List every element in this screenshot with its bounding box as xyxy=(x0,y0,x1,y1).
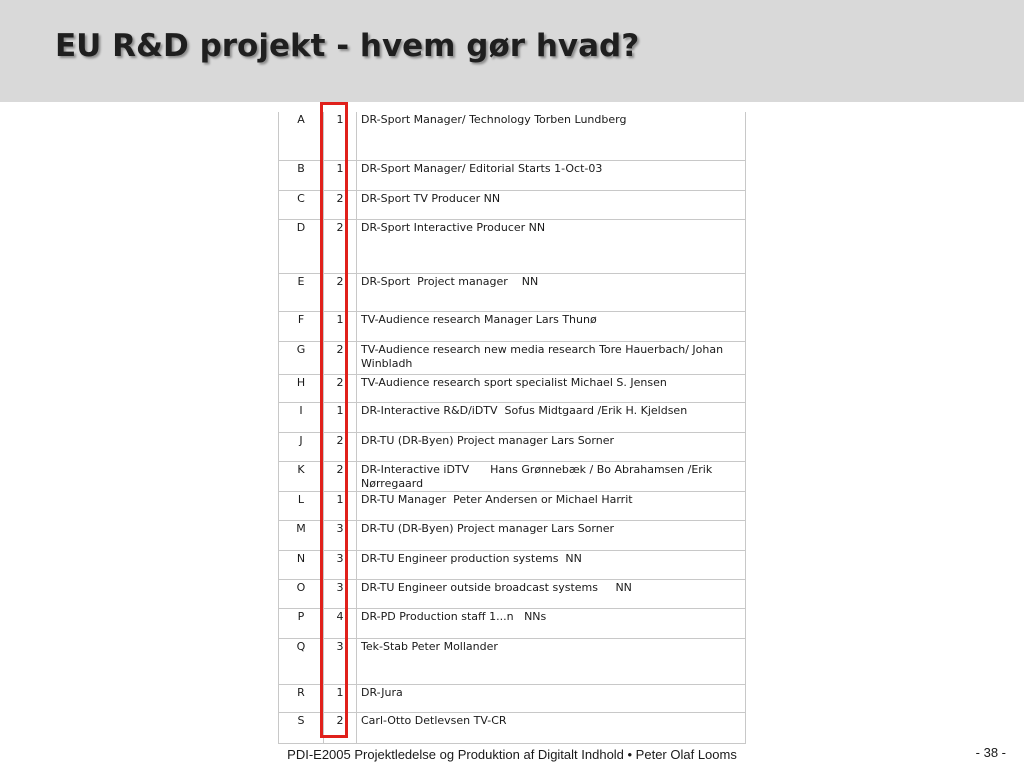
roles-table-container xyxy=(278,112,746,744)
role-description: DR-Sport Manager/ Editorial Starts 1-Oct-03 xyxy=(357,160,746,190)
role-letter: O xyxy=(279,579,324,608)
table-row xyxy=(279,520,746,550)
role-description: TV-Audience research new media research Tore Hauerbach/ Johan Winbladh xyxy=(357,341,746,374)
role-description: DR-Sport Manager/ Technology Torben Lundberg xyxy=(357,112,746,160)
table-row xyxy=(279,491,746,520)
roles-table xyxy=(278,112,746,744)
role-letter: S xyxy=(279,712,324,743)
table-row xyxy=(279,112,746,160)
role-level: 2 xyxy=(324,432,357,461)
role-level: 1 xyxy=(324,311,357,341)
table-row xyxy=(279,608,746,638)
table-row xyxy=(279,461,746,491)
table-row xyxy=(279,432,746,461)
role-description: DR-TU (DR-Byen) Project manager Lars Sorner xyxy=(357,520,746,550)
table-row xyxy=(279,638,746,684)
role-description: DR-Sport Project manager NN xyxy=(357,273,746,311)
role-level: 2 xyxy=(324,273,357,311)
role-letter: L xyxy=(279,491,324,520)
role-level: 2 xyxy=(324,190,357,219)
role-letter: K xyxy=(279,461,324,491)
table-row xyxy=(279,684,746,712)
role-level: 1 xyxy=(324,160,357,190)
role-letter: H xyxy=(279,374,324,402)
role-description: Tek-Stab Peter Mollander xyxy=(357,638,746,684)
roles-table-body xyxy=(279,112,746,743)
role-level: 1 xyxy=(324,402,357,432)
role-level: 3 xyxy=(324,520,357,550)
role-letter: P xyxy=(279,608,324,638)
role-letter: B xyxy=(279,160,324,190)
table-row xyxy=(279,341,746,374)
table-row xyxy=(279,402,746,432)
table-row xyxy=(279,579,746,608)
role-letter: C xyxy=(279,190,324,219)
table-row xyxy=(279,712,746,743)
role-letter: R xyxy=(279,684,324,712)
role-letter: Q xyxy=(279,638,324,684)
role-level: 2 xyxy=(324,712,357,743)
role-description: DR-TU Manager Peter Andersen or Michael Harrit xyxy=(357,491,746,520)
table-row xyxy=(279,374,746,402)
role-level: 2 xyxy=(324,219,357,273)
role-description: DR-TU Engineer production systems NN xyxy=(357,550,746,579)
role-level: 1 xyxy=(324,684,357,712)
role-level: 1 xyxy=(324,112,357,160)
slide-title: EU R&D projekt - hvem gør hvad? xyxy=(55,28,640,64)
role-description: TV-Audience research sport specialist Michael S. Jensen xyxy=(357,374,746,402)
role-level: 2 xyxy=(324,341,357,374)
role-description: DR-Jura xyxy=(357,684,746,712)
role-description: DR-TU (DR-Byen) Project manager Lars Sorner xyxy=(357,432,746,461)
role-description: DR-Sport TV Producer NN xyxy=(357,190,746,219)
role-letter: D xyxy=(279,219,324,273)
page-number: - 38 - xyxy=(975,745,1006,760)
role-letter: F xyxy=(279,311,324,341)
role-letter: M xyxy=(279,520,324,550)
role-description: TV-Audience research Manager Lars Thunø xyxy=(357,311,746,341)
role-level: 3 xyxy=(324,579,357,608)
role-level: 3 xyxy=(324,638,357,684)
role-letter: E xyxy=(279,273,324,311)
role-letter: G xyxy=(279,341,324,374)
role-description: Carl-Otto Detlevsen TV-CR xyxy=(357,712,746,743)
role-letter: I xyxy=(279,402,324,432)
table-row xyxy=(279,550,746,579)
footer-text: PDI-E2005 Projektledelse og Produktion af Digitalt Indhold • Peter Olaf Looms xyxy=(287,747,737,762)
table-row xyxy=(279,273,746,311)
role-description: DR-TU Engineer outside broadcast systems NN xyxy=(357,579,746,608)
role-letter: A xyxy=(279,112,324,160)
role-description: DR-PD Production staff 1...n NNs xyxy=(357,608,746,638)
role-description: DR-Interactive R&D/iDTV Sofus Midtgaard /Erik H. Kjeldsen xyxy=(357,402,746,432)
role-letter: J xyxy=(279,432,324,461)
role-level: 1 xyxy=(324,491,357,520)
role-description: DR-Interactive iDTV Hans Grønnebæk / Bo Abrahamsen /Erik Nørregaard xyxy=(357,461,746,491)
table-row xyxy=(279,311,746,341)
role-level: 3 xyxy=(324,550,357,579)
role-level: 2 xyxy=(324,374,357,402)
table-row xyxy=(279,160,746,190)
table-row xyxy=(279,190,746,219)
role-level: 2 xyxy=(324,461,357,491)
role-level: 4 xyxy=(324,608,357,638)
table-row xyxy=(279,219,746,273)
role-letter: N xyxy=(279,550,324,579)
role-description: DR-Sport Interactive Producer NN xyxy=(357,219,746,273)
